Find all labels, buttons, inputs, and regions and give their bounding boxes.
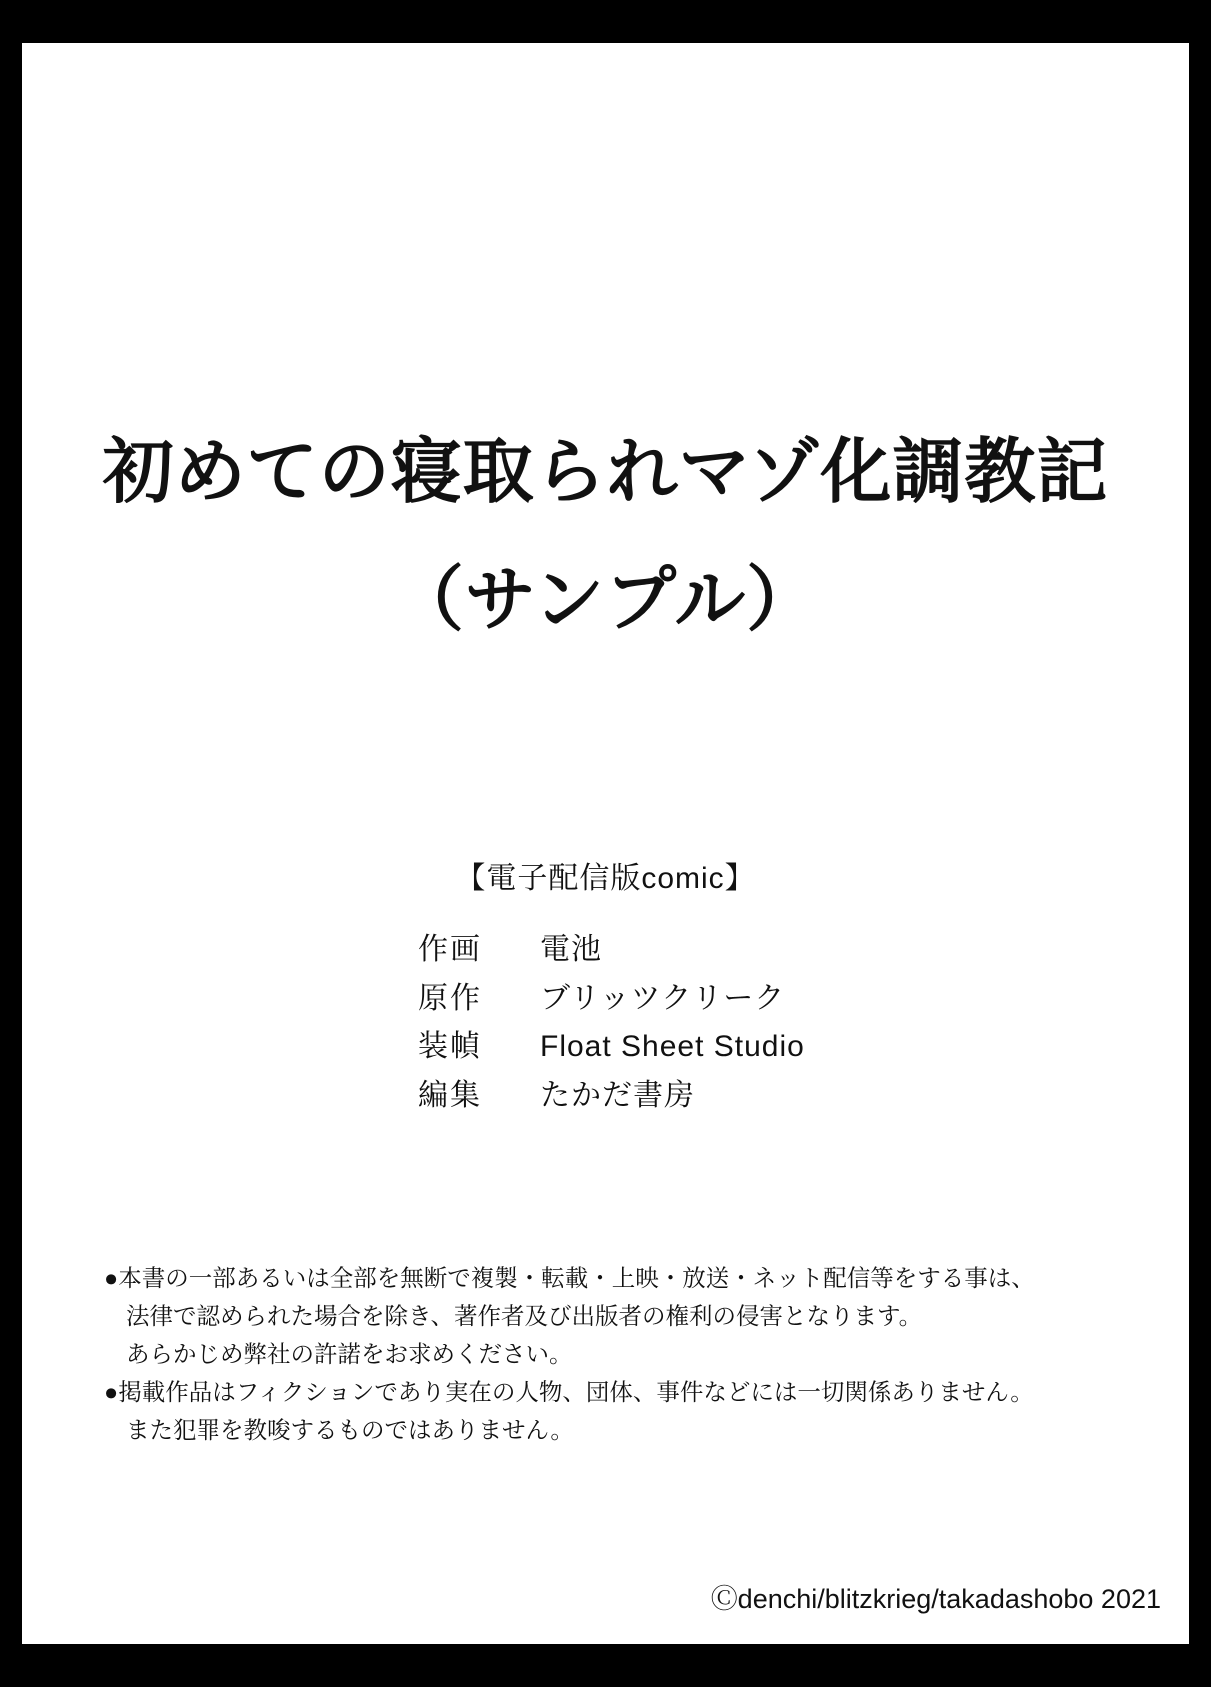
notice-line: ●掲載作品はフィクションであり実在の人物、団体、事件などには一切関係ありません。	[104, 1379, 1034, 1406]
notice-line: あらかじめ弊社の許諾をお求めください。	[126, 1341, 573, 1368]
page-sheet	[22, 43, 1189, 1644]
credit-name: ブリッツクリーク	[540, 981, 786, 1015]
credit-row	[418, 1026, 805, 1069]
notice-line: また犯罪を教唆するものではありません。	[126, 1417, 574, 1444]
credit-row	[418, 978, 805, 1021]
legal-notice	[104, 1259, 1104, 1449]
credit-role: 原作	[418, 981, 482, 1015]
credit-role: 装幀	[418, 1030, 482, 1064]
credit-row	[418, 929, 805, 972]
title-block	[22, 433, 1189, 647]
credit-row	[418, 1075, 805, 1118]
credit-name: たかだ書房	[540, 1078, 695, 1112]
notice-line: 法律で認められた場合を除き、著作者及び出版者の権利の侵害となります。	[126, 1303, 923, 1330]
page-subtitle: （サンプル）	[392, 560, 819, 640]
notice-line: ●本書の一部あるいは全部を無断で複製・転載・上映・放送・ネット配信等をする事は、	[104, 1265, 1035, 1291]
copyright-text: Ⓒdenchi/blitzkrieg/takadashobo 2021	[710, 1584, 1161, 1614]
credit-name: 電池	[540, 933, 602, 966]
credit-name: Float Sheet Studio	[540, 1030, 805, 1064]
credit-role: 編集	[418, 1078, 482, 1112]
page-title: 初めての寝取られマゾ化調教記	[102, 433, 1109, 512]
credits-list	[418, 929, 805, 1123]
format-label: 【電子配信版comic】	[455, 862, 756, 895]
credit-role: 作画	[418, 933, 482, 966]
